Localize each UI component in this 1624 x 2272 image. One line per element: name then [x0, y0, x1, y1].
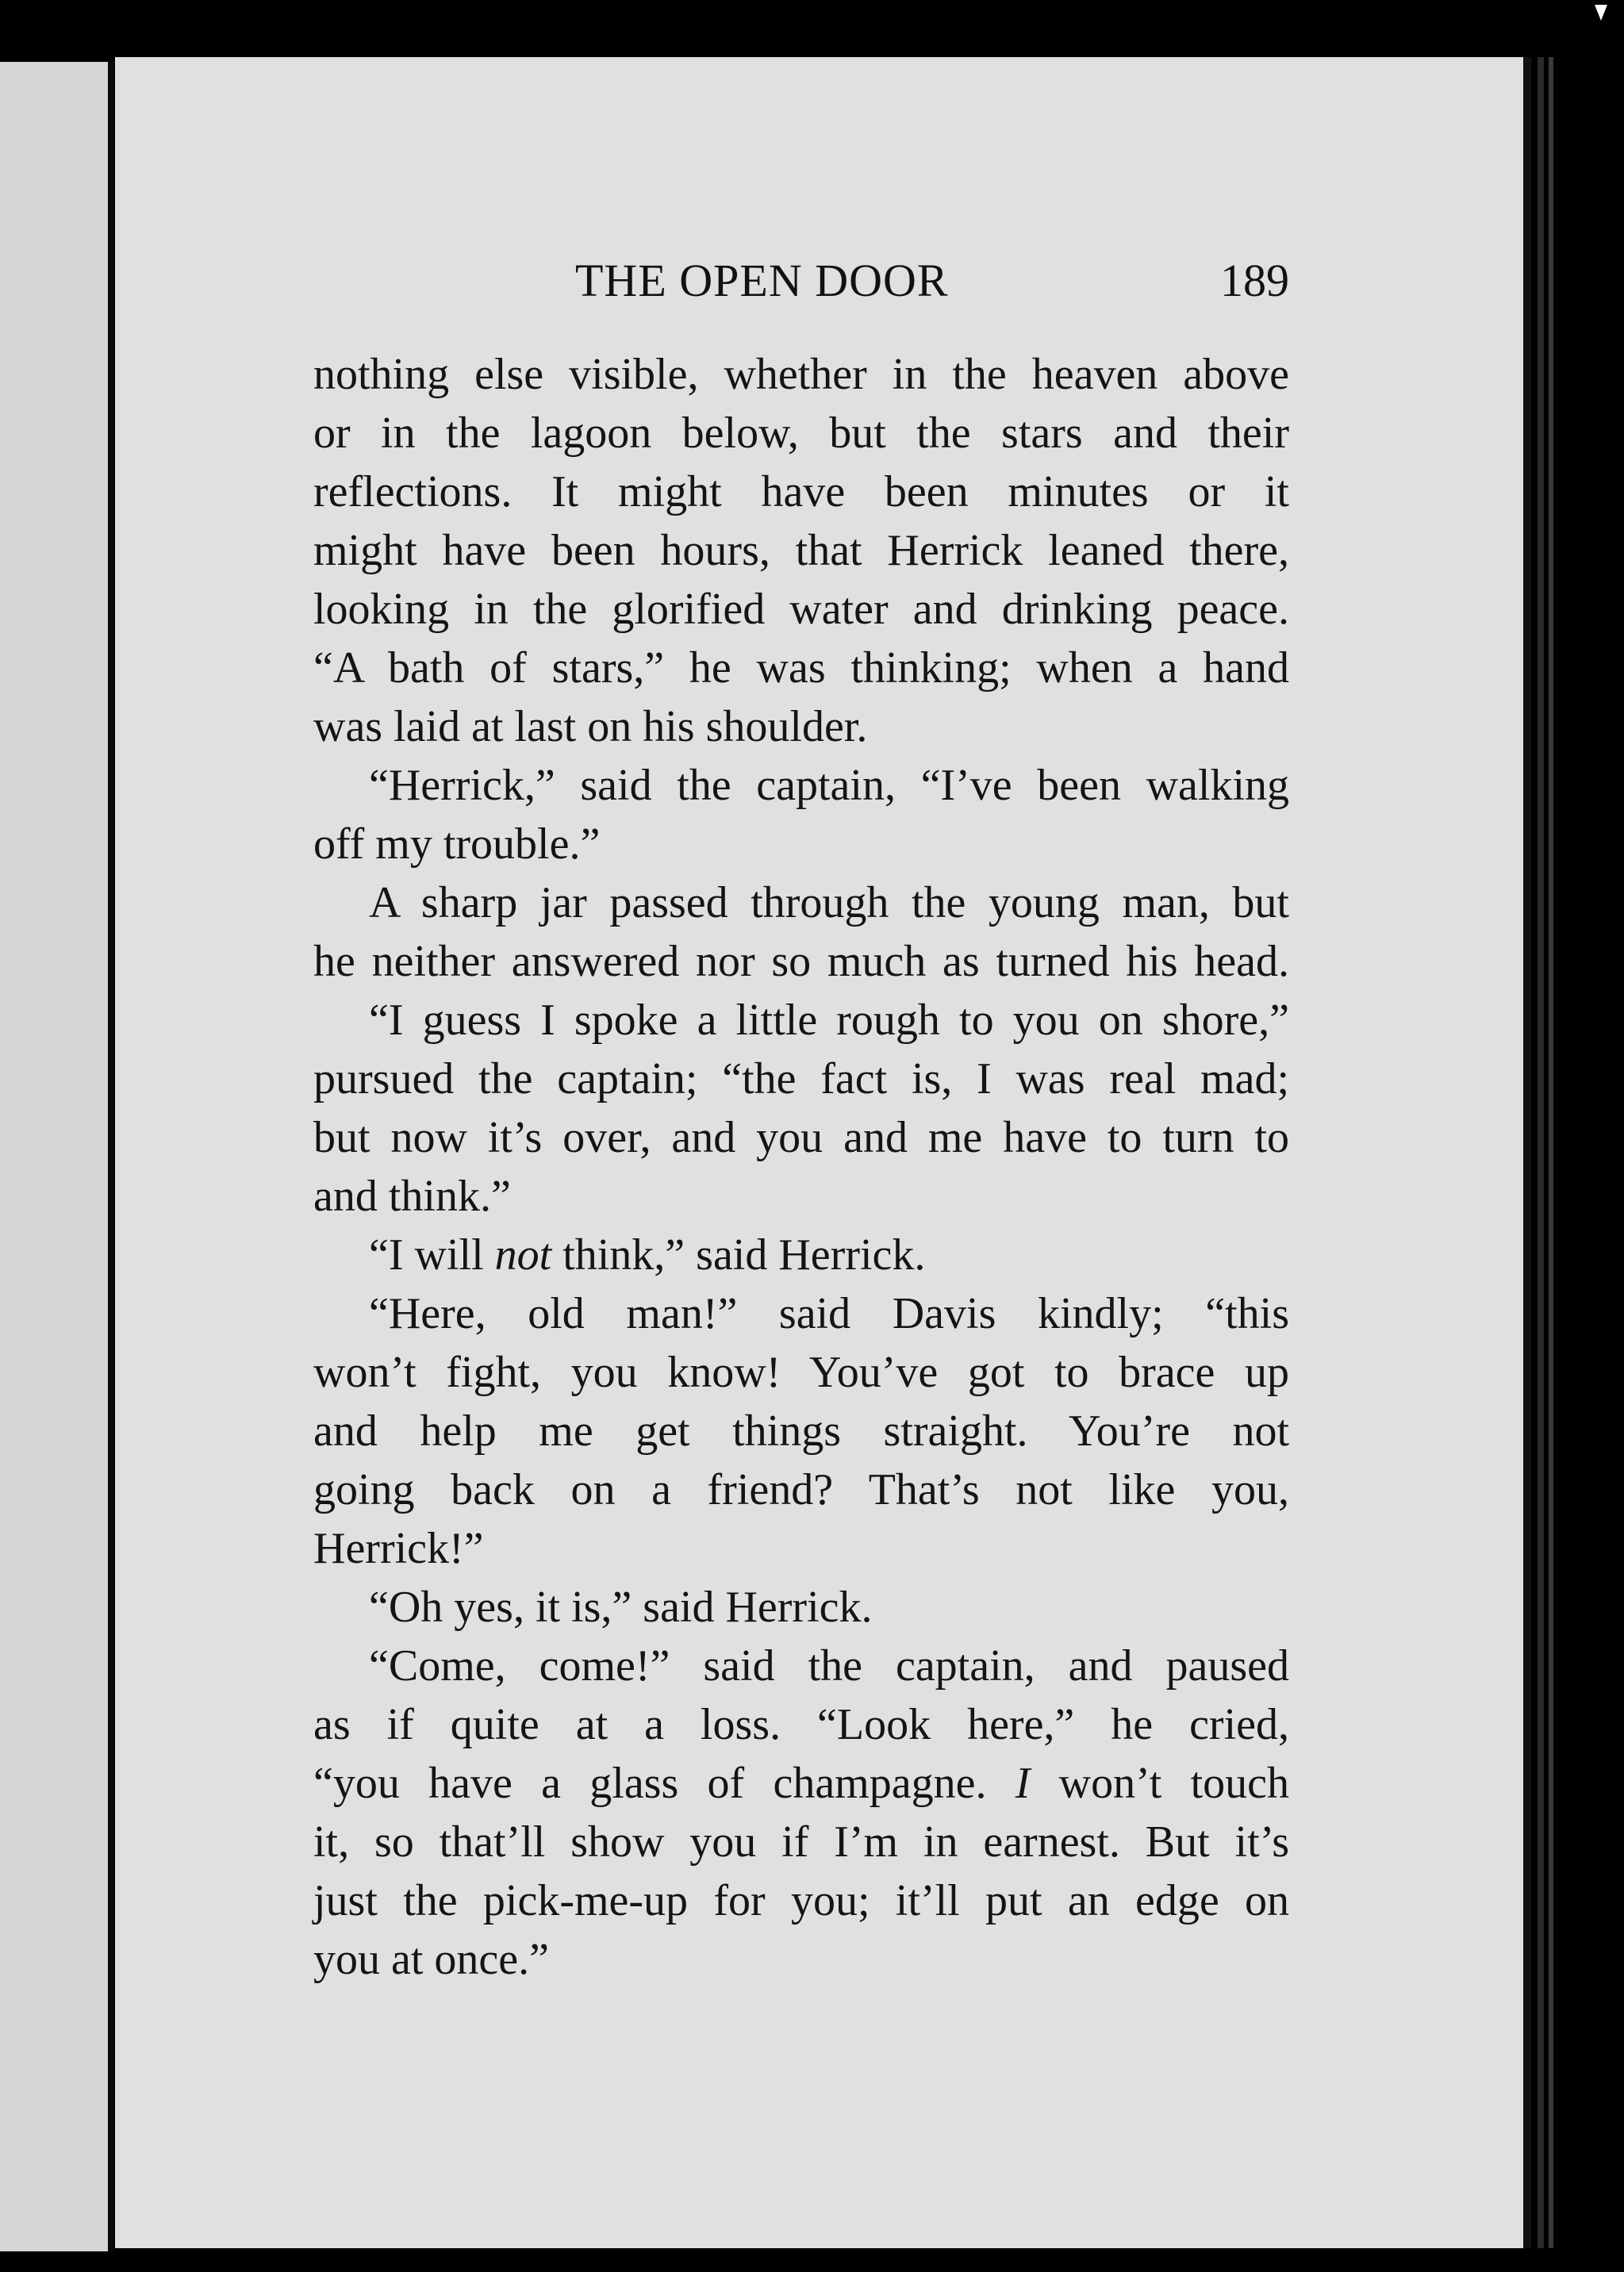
- text-line: looking in the glorified water and drinking peace.: [313, 585, 1289, 634]
- text-line: “Come, come!” said the captain, and paused: [369, 1641, 1289, 1691]
- text-line: but now it’s over, and you and me have to turn to: [313, 1113, 1289, 1162]
- text-line: as if quite at a loss. “Look here,” he cried,: [313, 1700, 1289, 1749]
- text-line: it, so that’ll show you if I’m in earnest. But it’s: [313, 1817, 1289, 1867]
- scan-speck-mark: [1595, 5, 1607, 21]
- text-line: “Herrick,” said the captain, “I’ve been walking: [369, 761, 1289, 810]
- body-text: [313, 345, 1289, 1989]
- text-line: “I guess I spoke a little rough to you on shore,”: [369, 996, 1289, 1045]
- text-line: going back on a friend? That’s not like you,: [313, 1465, 1289, 1514]
- text-line: was laid at last on his shoulder.: [313, 702, 868, 751]
- page-edge-shadow: [1549, 57, 1553, 2248]
- facing-page-strip: [0, 62, 111, 2251]
- text-line: A sharp jar passed through the young man, but: [369, 878, 1289, 927]
- text-line: Herrick!”: [313, 1524, 484, 1573]
- text-line: “Oh yes, it is,” said Herrick.: [369, 1583, 873, 1632]
- text-line: he neither answered nor so much as turned his head.: [313, 937, 1289, 986]
- page-edge-shadow: [1538, 57, 1544, 2248]
- text-line: “Here, old man!” said Davis kindly; “this: [369, 1289, 1289, 1338]
- page-number: 189: [1220, 255, 1289, 306]
- page-edge-shadow: [1523, 57, 1531, 2248]
- text-line: “I will not think,” said Herrick.: [369, 1230, 926, 1280]
- running-title: THE OPEN DOOR: [575, 255, 949, 306]
- text-line: nothing else visible, whether in the heaven above: [313, 350, 1289, 399]
- text-line: off my trouble.”: [313, 819, 601, 869]
- text-line: “you have a glass of champagne. I won’t touch: [313, 1759, 1289, 1808]
- text-line: or in the lagoon below, but the stars and their: [313, 409, 1289, 458]
- text-line: just the pick-me-up for you; it’ll put an edge on: [313, 1876, 1289, 1925]
- emphasis: I: [1015, 1759, 1031, 1808]
- text-line: might have been hours, that Herrick leaned there,: [313, 526, 1289, 575]
- text-line: and think.”: [313, 1172, 511, 1221]
- text-line: reflections. It might have been minutes or it: [313, 467, 1289, 516]
- emphasis: not: [494, 1230, 552, 1280]
- running-head: [313, 254, 1289, 317]
- gutter-shadow: [108, 62, 114, 2251]
- text-line: and help me get things straight. You’re not: [313, 1407, 1289, 1456]
- text-line: you at once.”: [313, 1935, 549, 1984]
- text-line: pursued the captain; “the fact is, I was real mad;: [313, 1054, 1289, 1103]
- text-line: “A bath of stars,” he was thinking; when a hand: [313, 643, 1289, 693]
- text-line: won’t fight, you know! You’ve got to brace up: [313, 1348, 1289, 1397]
